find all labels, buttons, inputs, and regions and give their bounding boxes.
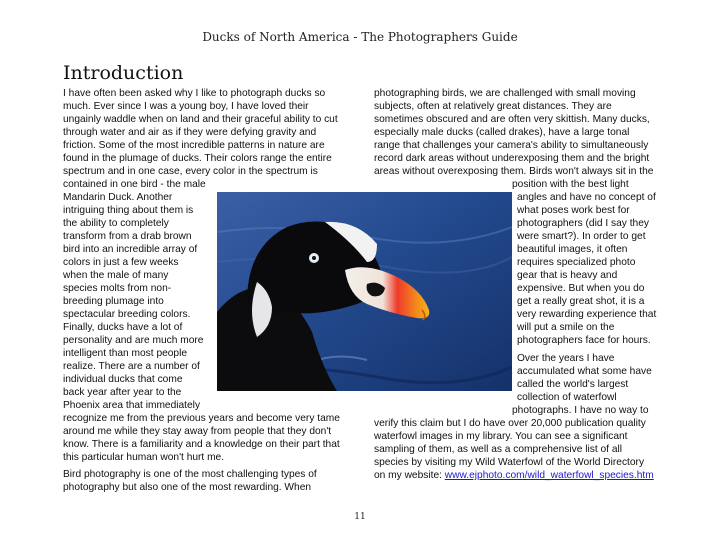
text-fragment: on my website: bbox=[374, 470, 445, 481]
text-line: Over the years I have bbox=[517, 353, 615, 364]
text-line: sampling of them, as well as a comprehensive list of all bbox=[374, 444, 623, 455]
text-line: contained in one bird - the male bbox=[63, 179, 206, 190]
text-line: accumulated what some have bbox=[517, 366, 652, 377]
text-line: colors in just a few weeks bbox=[63, 257, 179, 268]
text-line: photographing birds, we are challenged with small moving bbox=[374, 88, 636, 99]
text-line: record dark areas without underexposing them and the bright bbox=[374, 153, 650, 164]
text-line: Finally, ducks have a lot of bbox=[63, 322, 183, 333]
text-line: photographers face for hours. bbox=[517, 335, 651, 346]
text-line: position with the best light bbox=[512, 179, 629, 190]
duck-photo bbox=[217, 192, 512, 391]
text-line: called the world's largest bbox=[517, 379, 629, 390]
website-link[interactable]: www.ejphoto.com/wild_waterfowl_species.htm bbox=[444, 470, 654, 481]
text-line: waterfowl images in my library. You can see a significant bbox=[374, 431, 628, 442]
text-line: around me while they stay away from people that they don't bbox=[63, 426, 332, 437]
text-line: recognize me from the previous years and become very tame bbox=[63, 413, 340, 424]
text-line: Phoenix area that immediately bbox=[63, 400, 201, 411]
text-line: sometimes obscured and are often very skittish. Many ducks, bbox=[374, 114, 650, 125]
text-line: species by visiting my Wild Waterfowl of the World Directory bbox=[374, 457, 645, 468]
text-line: Mandarin Duck. Another bbox=[63, 192, 173, 203]
text-line: spectrum and in one case, every color in the spectrum is bbox=[63, 166, 318, 177]
text-line-with-link bbox=[374, 469, 654, 482]
text-line: especially male ducks (called drakes), have a large tonal bbox=[374, 127, 630, 138]
text-line: were smart?). In order to get bbox=[517, 231, 646, 242]
text-line: personality and are much more bbox=[63, 335, 204, 346]
text-line: beautiful images, it often bbox=[517, 244, 628, 255]
text-line: what poses work best for bbox=[517, 205, 630, 216]
text-line: range that challenges your camera's ability to simultaneously bbox=[374, 140, 649, 151]
text-line: requires specialized photo bbox=[517, 257, 636, 268]
text-line: realize. There are a number of bbox=[63, 361, 200, 372]
text-line: get a really great shot, it is a bbox=[517, 296, 645, 307]
text-line: expensive. But when you do bbox=[517, 283, 645, 294]
text-line: gear that is heavy and bbox=[517, 270, 618, 281]
text-line: when the male of many bbox=[63, 270, 169, 281]
text-line: subjects, often at relatively great distances. They are bbox=[374, 101, 612, 112]
text-line: photographers (did I say they bbox=[517, 218, 649, 229]
text-line: areas without overexposing them. Birds won't always sit in the bbox=[374, 166, 654, 177]
text-line: photographs. I have no way to bbox=[512, 405, 649, 416]
text-line: this particular human won't hurt me. bbox=[63, 452, 225, 463]
text-line: individual ducks that come bbox=[63, 374, 183, 385]
text-line: bird into an incredible array of bbox=[63, 244, 198, 255]
text-line: breeding plumage into bbox=[63, 296, 164, 307]
text-line: angles and have no concept of bbox=[517, 192, 656, 203]
text-line: photography but also one of the most rewarding. When bbox=[63, 482, 312, 493]
text-line: ungainly waddle when on land and their graceful ability to cut bbox=[63, 114, 338, 125]
text-line: back year after year to the bbox=[63, 387, 182, 398]
running-header: Ducks of North America - The Photographers Guide bbox=[202, 30, 518, 44]
text-line: collection of waterfowl bbox=[517, 392, 617, 403]
text-line: very rewarding experience that bbox=[517, 309, 657, 320]
text-line: I have often been asked why I like to photograph ducks so bbox=[63, 88, 326, 99]
text-line: much. Ever since I was a young boy, I have loved their bbox=[63, 101, 309, 112]
section-heading: Introduction bbox=[63, 62, 184, 84]
text-line: verify this claim but I do have over 20,000 publication quality bbox=[374, 418, 646, 429]
text-line: spectacular breeding colors. bbox=[63, 309, 191, 320]
text-line: know. There is a familiarity and a knowledge on their part that bbox=[63, 439, 340, 450]
text-line: intelligent than most people bbox=[63, 348, 188, 359]
page-number: 11 bbox=[354, 512, 366, 522]
text-line: species molts from non- bbox=[63, 283, 172, 294]
text-line: found in the plumage of ducks. Their colors range the entire bbox=[63, 153, 332, 164]
text-line: the ability to completely bbox=[63, 218, 169, 229]
text-line: friction. Some of the most incredible patterns in nature are bbox=[63, 140, 325, 151]
text-line: transform from a drab brown bbox=[63, 231, 192, 242]
text-line: through water and air as if they were defying gravity and bbox=[63, 127, 317, 138]
text-line: intriguing thing about them is bbox=[63, 205, 194, 216]
text-line: Bird photography is one of the most challenging types of bbox=[63, 469, 317, 480]
text-line: will put a smile on the bbox=[517, 322, 615, 333]
